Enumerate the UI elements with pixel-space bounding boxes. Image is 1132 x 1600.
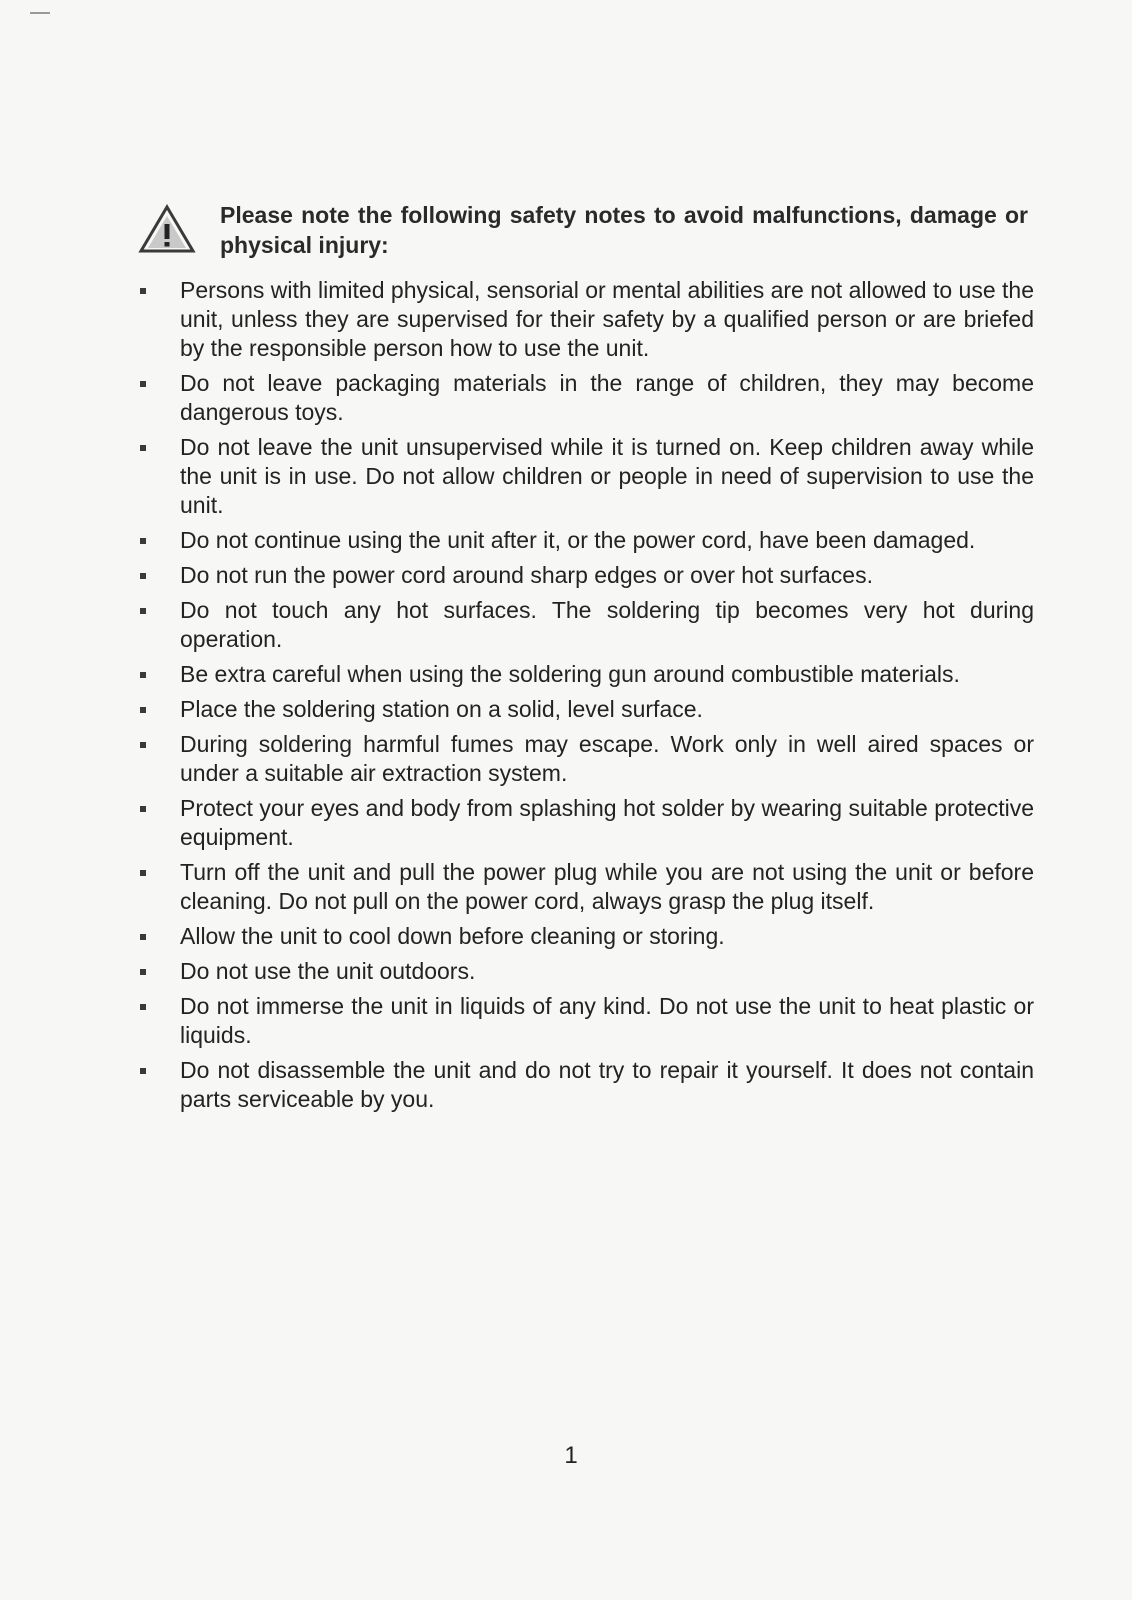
list-item bbox=[134, 730, 1034, 788]
bullet-icon bbox=[140, 573, 146, 579]
list-item-text: Do not leave the unit unsupervised while it is turned on. Keep children away while the unit is in use. Do not allow children or people in need of supervision to use the unit. bbox=[180, 434, 1034, 518]
list-item bbox=[134, 660, 1034, 689]
bullet-icon bbox=[140, 288, 146, 294]
list-item bbox=[134, 433, 1034, 520]
warning-triangle-icon bbox=[138, 204, 196, 254]
list-item-text: Do not touch any hot surfaces. The soldering tip becomes very hot during operation. bbox=[180, 597, 1034, 652]
list-item bbox=[134, 369, 1034, 427]
scan-mark bbox=[30, 12, 50, 14]
list-item bbox=[134, 794, 1034, 852]
list-item bbox=[134, 922, 1034, 951]
list-item bbox=[134, 992, 1034, 1050]
page-number: 1 bbox=[564, 1442, 578, 1469]
list-item-text: Allow the unit to cool down before cleaning or storing. bbox=[180, 923, 725, 949]
list-item-text: Persons with limited physical, sensorial or mental abilities are not allowed to use the unit, unless they are supervised for their safety by a qualified person or are briefed by the responsible person how to use the unit. bbox=[180, 277, 1034, 361]
list-item-text: Do not continue using the unit after it, or the power cord, have been damaged. bbox=[180, 527, 976, 553]
list-item-text: Do not run the power cord around sharp edges or over hot surfaces. bbox=[180, 562, 873, 588]
list-item bbox=[134, 526, 1034, 555]
list-item bbox=[134, 695, 1034, 724]
list-item-text: Protect your eyes and body from splashing hot solder by wearing suitable protective equipment. bbox=[180, 795, 1034, 850]
list-item bbox=[134, 858, 1034, 916]
bullet-icon bbox=[140, 381, 146, 387]
list-item-text: Do not use the unit outdoors. bbox=[180, 958, 476, 984]
list-item bbox=[134, 957, 1034, 986]
bullet-icon bbox=[140, 1004, 146, 1010]
bullet-icon bbox=[140, 608, 146, 614]
warning-title: Please note the following safety notes to avoid malfunctions, damage or physical injury: bbox=[220, 202, 1028, 258]
bullet-icon bbox=[140, 672, 146, 678]
bullet-icon bbox=[140, 538, 146, 544]
bullet-icon bbox=[140, 969, 146, 975]
list-item bbox=[134, 276, 1034, 363]
bullet-icon bbox=[140, 870, 146, 876]
list-item-text: During soldering harmful fumes may escape. Work only in well aired spaces or under a suitable air extraction system. bbox=[180, 731, 1034, 786]
list-item bbox=[134, 561, 1034, 590]
bullet-icon bbox=[140, 934, 146, 940]
list-item-text: Do not disassemble the unit and do not try to repair it yourself. It does not contain parts serviceable by you. bbox=[180, 1057, 1034, 1112]
list-item-text: Be extra careful when using the soldering gun around combustible materials. bbox=[180, 661, 960, 687]
bullet-icon bbox=[140, 1068, 146, 1074]
list-item bbox=[134, 596, 1034, 654]
list-item bbox=[134, 1056, 1034, 1114]
warning-header bbox=[138, 200, 1038, 264]
bullet-icon bbox=[140, 742, 146, 748]
safety-notes-list bbox=[134, 276, 1034, 1120]
list-item-text: Place the soldering station on a solid, level surface. bbox=[180, 696, 703, 722]
list-item-text: Do not immerse the unit in liquids of any kind. Do not use the unit to heat plastic or liquids. bbox=[180, 993, 1034, 1048]
list-item-text: Turn off the unit and pull the power plug while you are not using the unit or before cleaning. Do not pull on the power cord, always grasp the plug itself. bbox=[180, 859, 1034, 914]
bullet-icon bbox=[140, 445, 146, 451]
bullet-icon bbox=[140, 806, 146, 812]
bullet-icon bbox=[140, 707, 146, 713]
list-item-text: Do not leave packaging materials in the range of children, they may become dangerous toys. bbox=[180, 370, 1034, 425]
